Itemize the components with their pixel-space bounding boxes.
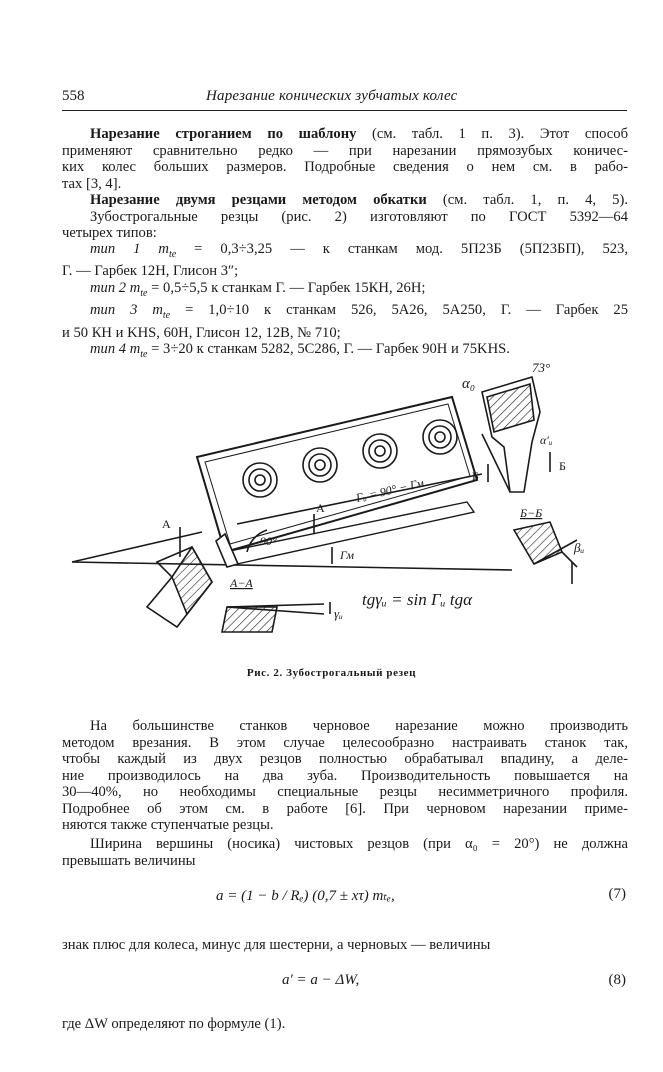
label-alpha0: α₀ [462,376,476,392]
paragraph-sign-note [62,937,628,954]
axis-line [72,532,202,562]
equation-number: (7) [608,886,626,902]
paragraph-lead: Нарезание двумя резцами методом обкатки [90,192,427,208]
label-a-left: А [162,517,171,531]
side-view-hatched [487,384,534,432]
text-line: На большинстве станков черновое нарезание можно производить [90,718,628,734]
equation-number: (8) [608,972,626,988]
paragraph-tip-width [62,836,628,869]
type-label: тип 2 m [90,279,141,296]
cutter-drawing [62,352,637,652]
text-line: и 50 КН и KHS, 60Н, Глисон 12, 12В, № 710; [62,324,341,341]
subscript: te [168,248,177,260]
axis-line [72,562,512,570]
paragraph-two-cutters [62,192,628,242]
equation-expression: a = (1 − b / Rₑ) (0,7 ± xτ) mₜₑ, [216,888,395,904]
page-number: 558 [62,88,85,104]
label-gamma-u: γᵤ [334,606,343,621]
label-section-bb: Б−Б [520,506,543,520]
text-line: Г. — Гарбек 12Н, Глисон 3″; [62,263,239,280]
label-deg90: 90° [260,534,277,548]
type-label: тип 4 m [90,341,141,358]
text-line: знак плюс для колеса, минус для шестерни, а черновых — величины [62,937,491,953]
text-line: няются также ступенчатые резцы. [62,817,274,833]
text-line: ких колес больших размеров. Подробные сведения о нем см. в рабо- [62,159,628,175]
label-alpha-u: α′ᵤ [540,433,553,447]
text-line: методом врезания. В этом случае целесообразно настраивать станок так, [62,734,628,751]
text-line: применяют сравнительно редко — при нарезании прямозубых коничес- [62,142,628,159]
text-line: Зубострогальные резцы (рис. 2) изготовляют по ГОСТ 5392—64 [90,208,628,225]
label-angle73: 73° [532,360,551,375]
type-text: = 1,0÷10 к станкам 526, 5А26, 5А250, Г. — Гарбек 25 [170,302,628,319]
text-line: Ширина вершины (носика) чистовых резцов (при α₀ = 20°) не должна [90,836,628,852]
label-gamma-m: Гм [340,548,355,562]
text-line: (см. табл. 1 п. 3). Этот способ [356,126,628,142]
type-text: = 0,3÷3,25 — к станкам мод. 5П23Б (5П23БП), 523, [176,241,628,257]
text-line: где ΔW определяют по формуле (1). [62,1016,286,1032]
section-a-hatched [172,547,212,614]
label-gamma-eq: Гᵤ = 90° − Гм [354,475,426,505]
label-a-mid: А [316,501,325,515]
cutter-types-list [62,241,628,364]
header-rule [62,110,627,111]
paragraph-lead: Нарезание строганием по шаблону [90,126,357,142]
type-text: = 3÷20 к станкам 5282, 5С286, Г. — Гарбек 90Н и 75KHS. [147,341,510,358]
text-line: тах [3, 4]. [62,175,122,192]
subscript: te [140,287,148,299]
type-label: тип 3 m [90,302,163,319]
equation-expression: a′ = a − ΔW, [282,972,360,988]
figure-caption: Рис. 2. Зубострогальный резец [246,667,417,679]
subscript: te [162,310,171,322]
running-head: Нарезание конических зубчатых колес [206,88,458,104]
text-line: превышать величины [62,852,196,869]
label-section-aa: А−А [230,576,253,590]
equation-7 [62,886,628,910]
text-line: (см. табл. 1, п. 4, 5). [426,192,628,208]
type-label: тип 1 m [90,241,169,257]
subscript: te [140,349,148,361]
type-text: = 0,5÷5,5 к станкам Г. — Гарбек 15КН, 26Н; [147,279,426,296]
figure-gear-planing-cutter [62,352,637,652]
label-formula: tgγᵤ = sin Гᵤ tgα [362,590,473,609]
paragraph-shaping-by-template [62,126,628,192]
paragraph-rough-cutting [62,718,628,834]
paragraph-delta-w [62,1016,628,1033]
text-line: Подробнее об этом см. в работе [6]. При черновом нарезании приме- [62,800,628,817]
label-b-left: Б [472,469,479,483]
text-line: четырех типов: [62,225,157,241]
label-b-right: Б [559,459,566,473]
section-bb-box [514,522,562,564]
equation-8 [62,972,628,994]
text-line: 30—40%, но необходимы специальные резцы несимметричного профиля. [62,784,628,800]
text-line: ние производилось на два зуба. Производительность повышается на [62,767,628,784]
text-line: чтобы каждый из двух резцов полностью обрабатывал впадину, а деле- [62,751,628,767]
label-beta-u: βᵤ [574,540,585,555]
